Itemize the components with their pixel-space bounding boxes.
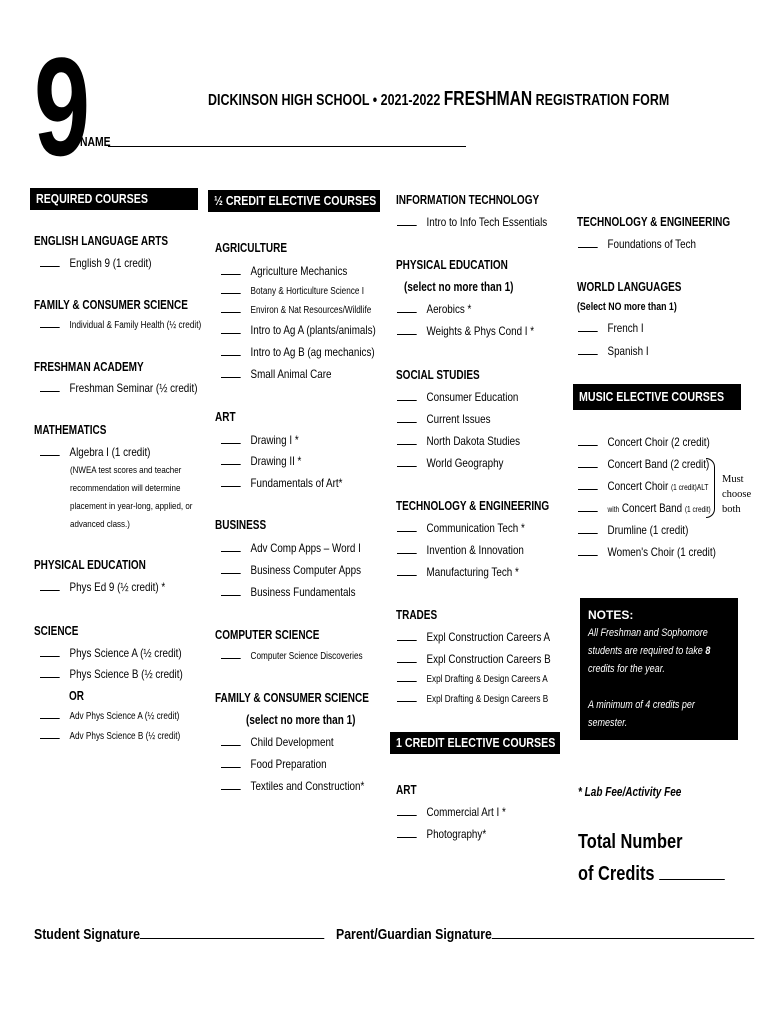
list-item[interactable]: Business Computer Apps: [221, 563, 361, 577]
art-heading: ART: [215, 410, 236, 424]
list-item[interactable]: Computer Science Discoveries: [221, 651, 363, 662]
fcs2-heading: FAMILY & CONSUMER SCIENCE: [215, 691, 369, 705]
list-item[interactable]: Botany & Horticulture Science I: [221, 286, 364, 297]
list-item[interactable]: Phys Science A (½ credit): [40, 646, 182, 660]
list-item[interactable]: Drawing I *: [221, 433, 299, 447]
list-item[interactable]: Weights & Phys Cond I *: [397, 324, 534, 338]
list-item[interactable]: Food Preparation: [221, 757, 327, 771]
list-item[interactable]: Current Issues: [397, 412, 491, 426]
science-or: OR: [69, 689, 84, 703]
list-item[interactable]: Aerobics *: [397, 302, 471, 316]
half-credit-bar: ½ CREDIT ELECTIVE COURSES: [208, 190, 380, 212]
fcs-heading: FAMILY & CONSUMER SCIENCE: [34, 298, 188, 312]
required-courses-bar: REQUIRED COURSES: [30, 188, 198, 210]
list-item[interactable]: Expl Drafting & Design Careers A: [397, 674, 548, 685]
ss-heading: SOCIAL STUDIES: [396, 368, 480, 382]
cs-heading: COMPUTER SCIENCE: [215, 628, 320, 642]
grade-number: 9: [34, 28, 88, 185]
list-item[interactable]: Phys Ed 9 (½ credit) *: [40, 580, 165, 594]
list-item[interactable]: Adv Phys Science B (½ credit): [40, 731, 180, 742]
list-item[interactable]: French I: [578, 321, 644, 335]
list-item[interactable]: Expl Construction Careers A: [397, 630, 550, 644]
total-credits-field[interactable]: [659, 879, 725, 880]
it-heading: INFORMATION TECHNOLOGY: [396, 193, 540, 207]
art2-heading: ART: [396, 783, 417, 797]
list-item[interactable]: Individual & Family Health (½ credit): [40, 320, 201, 331]
list-item[interactable]: World Geography: [397, 456, 503, 470]
list-item[interactable]: Intro to Info Tech Essentials: [397, 215, 547, 229]
notes-box: NOTES: All Freshman and Sophomore students are required to take 8 credits for the year. A minimum of 4 credits per semester.: [580, 598, 738, 740]
total-credits: Total Number of Credits: [578, 826, 725, 890]
list-item[interactable]: Drumline (1 credit): [578, 523, 688, 537]
name-label: NAME: [80, 134, 111, 149]
list-item[interactable]: Consumer Education: [397, 390, 518, 404]
list-item[interactable]: Invention & Innovation: [397, 543, 524, 557]
list-item[interactable]: Small Animal Care: [221, 367, 331, 381]
business-heading: BUSINESS: [215, 518, 267, 532]
page-title: DICKINSON HIGH SCHOOL • 2021-2022 FRESHMAN REGISTRATION FORM: [208, 88, 670, 110]
list-item[interactable]: Phys Science B (½ credit): [40, 667, 183, 681]
pe2-heading: PHYSICAL EDUCATION: [396, 258, 508, 272]
math-heading: MATHEMATICS: [34, 423, 107, 437]
list-item[interactable]: Concert Choir (1 credit)ALT: [578, 479, 708, 493]
list-item[interactable]: Commercial Art I *: [397, 805, 506, 819]
pe-heading: PHYSICAL EDUCATION: [34, 558, 146, 572]
list-item[interactable]: Expl Construction Careers B: [397, 652, 551, 666]
science-heading: SCIENCE: [34, 624, 79, 638]
trades-heading: TRADES: [396, 608, 438, 622]
list-item[interactable]: Agriculture Mechanics: [221, 264, 347, 278]
list-item[interactable]: Algebra I (1 credit): [40, 445, 150, 459]
list-item[interactable]: Concert Choir (2 credit): [578, 435, 710, 449]
parent-signature-field[interactable]: [492, 938, 754, 939]
student-signature-field[interactable]: [140, 938, 325, 939]
list-item[interactable]: Communication Tech *: [397, 521, 525, 535]
name-field[interactable]: [108, 146, 466, 147]
ela-heading: ENGLISH LANGUAGE ARTS: [34, 234, 169, 248]
list-item[interactable]: Manufacturing Tech *: [397, 565, 519, 579]
list-item[interactable]: Drawing II *: [221, 454, 301, 468]
list-item[interactable]: Adv Phys Science A (½ credit): [40, 711, 179, 722]
pe2-sub: (select no more than 1): [404, 280, 514, 294]
must-choose-note: Must choose both: [722, 474, 752, 515]
list-item[interactable]: with Concert Band (1 credit): [578, 501, 711, 515]
lab-fee-note: * Lab Fee/Activity Fee: [578, 785, 682, 799]
list-item[interactable]: Photography*: [397, 827, 486, 841]
notes-heading: NOTES:: [588, 608, 634, 622]
fcs2-sub: (select no more than 1): [246, 713, 356, 727]
list-item[interactable]: Women's Choir (1 credit): [578, 545, 716, 559]
list-item[interactable]: Intro to Ag A (plants/animals): [221, 323, 376, 337]
te-heading: TECHNOLOGY & ENGINEERING: [396, 499, 550, 513]
list-item[interactable]: Intro to Ag B (ag mechanics): [221, 345, 375, 359]
ag-heading: AGRICULTURE: [215, 241, 288, 255]
brace: [706, 458, 715, 518]
list-item[interactable]: Spanish I: [578, 344, 649, 358]
wl-heading: WORLD LANGUAGES: [577, 280, 682, 294]
math-note: (NWEA test scores and teacher recommendation will determine placement in year-long, applied, or advanced class.): [70, 465, 193, 530]
list-item[interactable]: Foundations of Tech: [578, 237, 696, 251]
academy-heading: FRESHMAN ACADEMY: [34, 360, 144, 374]
list-item[interactable]: Fundamentals of Art*: [221, 476, 342, 490]
student-signature: Student Signature: [34, 926, 324, 943]
list-item[interactable]: Textiles and Construction*: [221, 779, 364, 793]
music-bar: MUSIC ELECTIVE COURSES: [573, 384, 741, 410]
list-item[interactable]: Environ & Nat Resources/Wildlife: [221, 305, 371, 316]
parent-signature: Parent/Guardian Signature: [336, 926, 754, 943]
list-item[interactable]: Business Fundamentals: [221, 585, 356, 599]
wl-sub: (Select NO more than 1): [577, 301, 677, 313]
list-item[interactable]: English 9 (1 credit): [40, 256, 152, 270]
te2-heading: TECHNOLOGY & ENGINEERING: [577, 215, 731, 229]
list-item[interactable]: Concert Band (2 credit): [578, 457, 709, 471]
list-item[interactable]: North Dakota Studies: [397, 434, 520, 448]
list-item[interactable]: Freshman Seminar (½ credit): [40, 381, 197, 395]
one-credit-bar: 1 CREDIT ELECTIVE COURSES: [390, 732, 560, 754]
list-item[interactable]: Adv Comp Apps – Word I: [221, 541, 361, 555]
list-item[interactable]: Expl Drafting & Design Careers B: [397, 694, 548, 705]
list-item[interactable]: Child Development: [221, 735, 334, 749]
